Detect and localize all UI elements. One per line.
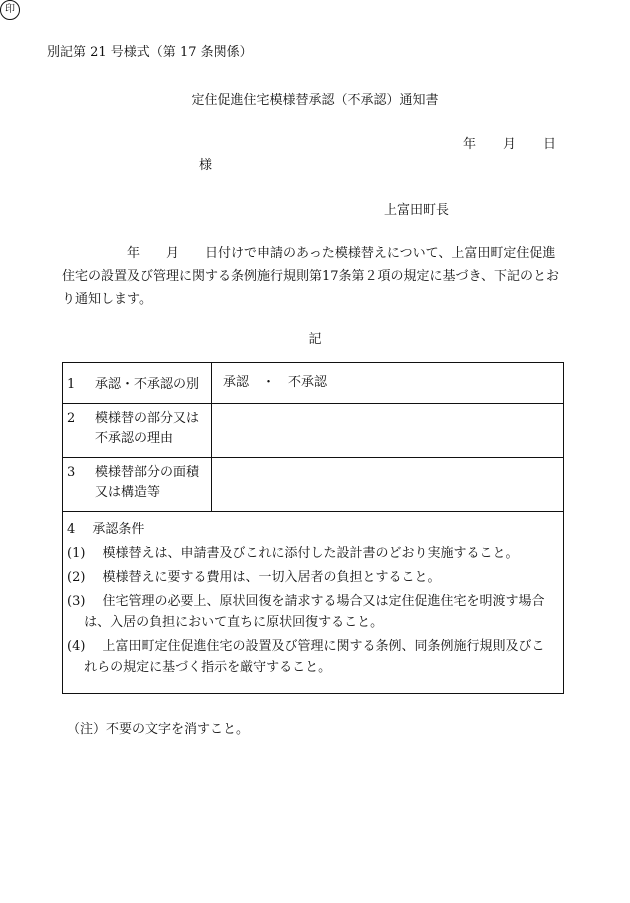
condition-item: (1) 模様替えは、申請書及びこれに添付した設計書のどおり実施すること。: [67, 546, 519, 561]
conditions-heading: 4 承認条件: [67, 522, 145, 537]
footnote: （注）不要の文字を消すこと。: [67, 722, 250, 737]
condition-item-continued: れらの規定に基づく指示を厳守すること。: [67, 660, 332, 675]
date-month-label: 月: [503, 137, 517, 152]
table-row-part-reason: [63, 403, 563, 458]
condition-item-continued: は、入居の負担において直ちに原状回復すること。: [67, 615, 384, 630]
table-row-area-structure: [63, 457, 563, 512]
document-title: 定住促進住宅模様替承認（不承認）通知書: [191, 93, 439, 108]
condition-item: (3) 住宅管理の必要上、原状回復を請求する場合又は定住促進住宅を明渡す場合: [67, 594, 545, 609]
row-label-text: 不承認の理由: [95, 431, 174, 447]
row-label-text: 又は構造等: [95, 485, 161, 501]
row-label: [67, 375, 199, 395]
form-reference: 別記第 21 号様式（第 17 条関係）: [47, 45, 253, 60]
date-year-label: 年: [463, 137, 477, 152]
body-line: 住宅の設置及び管理に関する条例施行規則第17条第２項の規定に基づき、下記のとお: [62, 269, 560, 284]
date-day-label: 日: [543, 137, 557, 152]
condition-item: (2) 模様替えに要する費用は、一切入居者の負担とすること。: [67, 570, 441, 585]
row-number: 2: [67, 411, 76, 426]
table-row-approval: [63, 363, 563, 404]
ki-heading: 記: [308, 332, 322, 347]
row-label-text: 模様替の部分又は: [95, 411, 200, 426]
approval-table: [62, 362, 564, 694]
row-label: [67, 409, 199, 449]
approval-conditions: [63, 511, 563, 693]
approval-choice: 承認 ・ 不承認: [223, 375, 328, 390]
row-label: [67, 463, 199, 503]
row-label-text: 模様替部分の面積: [95, 465, 200, 480]
condition-item: (4) 上富田町定住促進住宅の設置及び管理に関する条例、同条例施行規則及びこ: [67, 639, 545, 654]
row-label-text: 承認・不承認の別: [95, 377, 200, 392]
body-line: 年 月 日付けで申請のあった模様替えについて、上富田町定住促進: [62, 246, 556, 261]
addressee-honorific: 様: [199, 158, 213, 173]
body-line: り通知します。: [62, 292, 152, 307]
issuer-title: 上富田町長: [384, 203, 450, 218]
seal-icon: 印: [0, 0, 20, 20]
row-number: 3: [67, 465, 76, 480]
notice-body: [62, 242, 582, 311]
row-number: 1: [67, 377, 76, 392]
